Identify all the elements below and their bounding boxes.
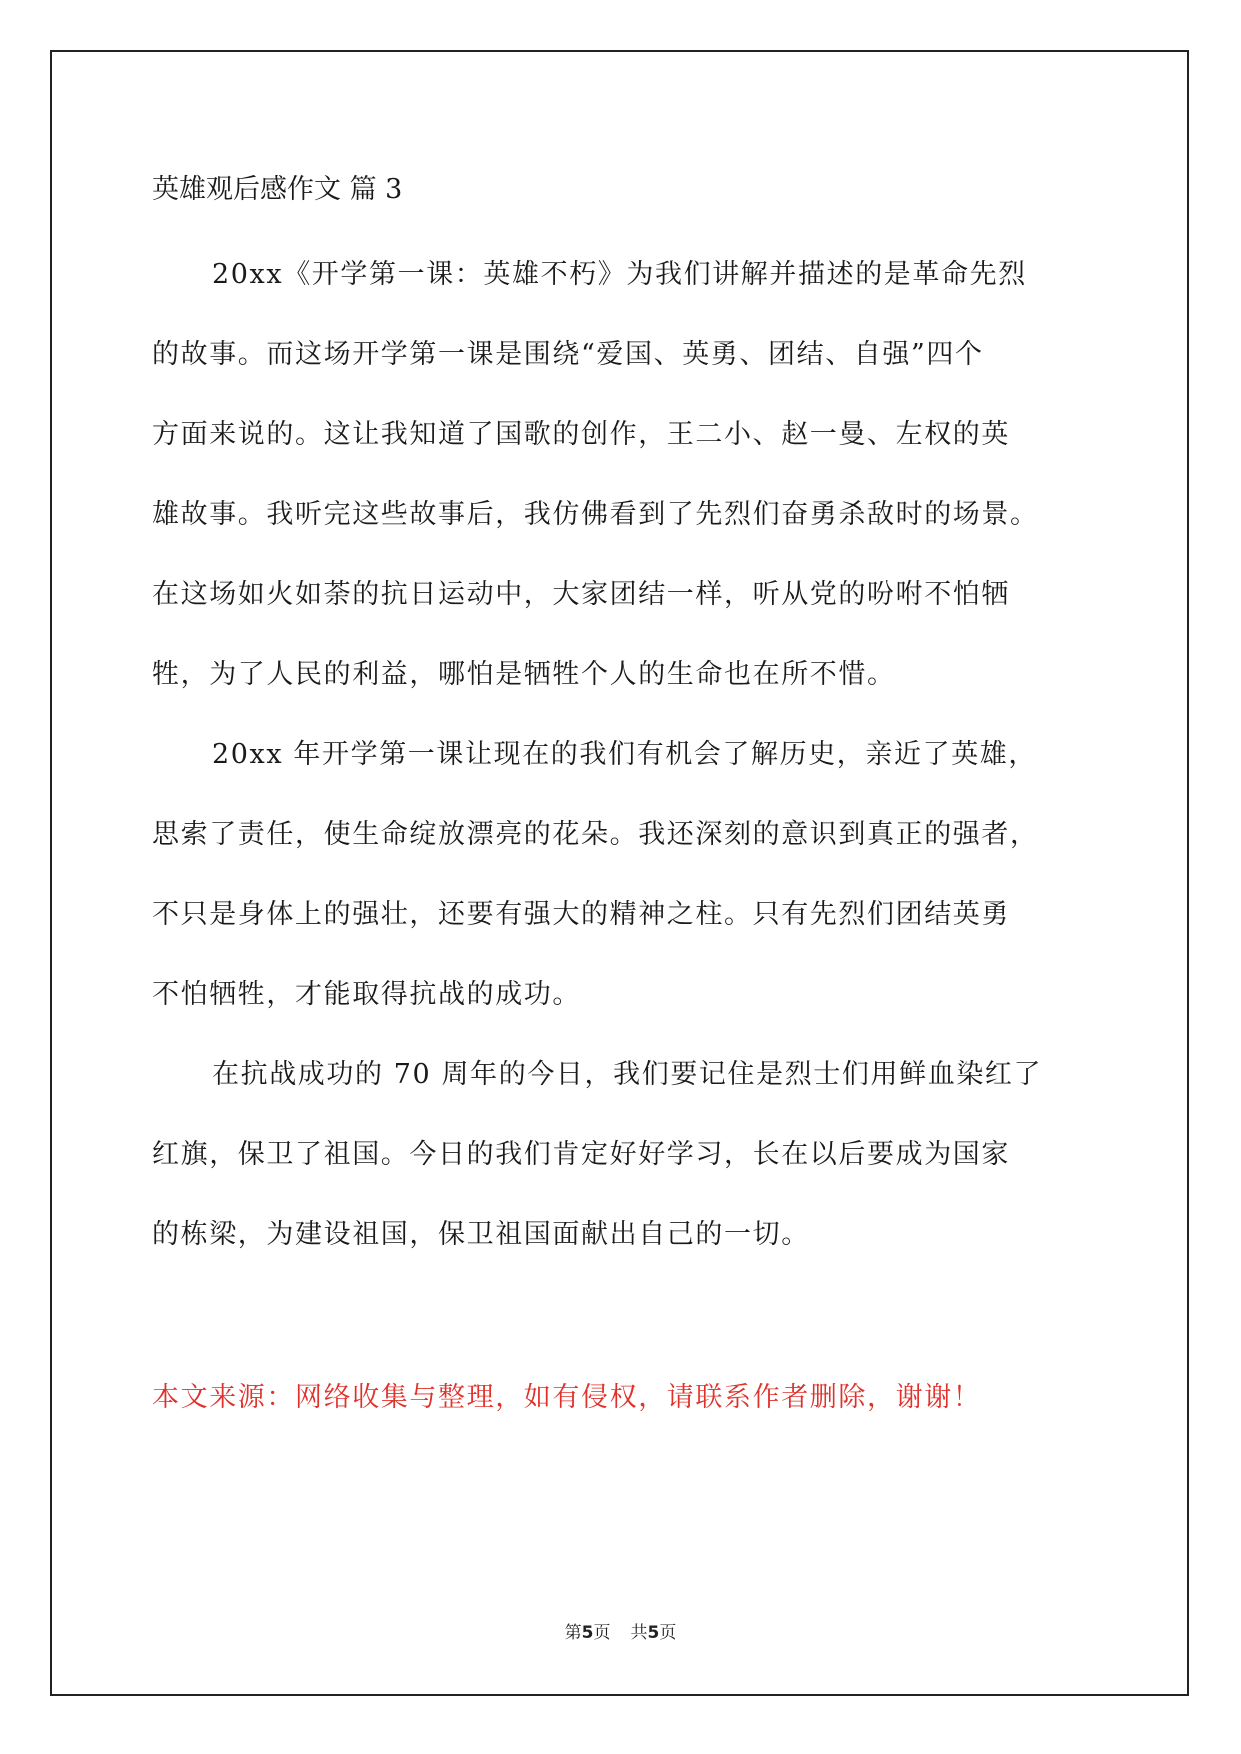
paragraph-3 [152, 1035, 1092, 1275]
current-page-number: 5 [581, 1623, 594, 1643]
paragraph-line: 红旗，保卫了祖国。今日的我们肯定好好学习，长在以后要成为国家 [152, 1139, 1010, 1170]
footer-total-prefix: 共 [630, 1623, 648, 1643]
paragraph-line: 20xx 年开学第一课让现在的我们有机会了解历史，亲近了英雄， [212, 739, 1037, 770]
paragraph-line: 方面来说的。这让我知道了国歌的创作，王二小、赵一曼、左权的英 [152, 419, 1010, 450]
document-title: 英雄观后感作文 篇 3 [152, 174, 403, 205]
footer-prefix: 第 [564, 1623, 582, 1643]
footer-suffix: 页 [593, 1623, 611, 1643]
paragraph-line: 思索了责任，使生命绽放漂亮的花朵。我还深刻的意识到真正的强者， [152, 819, 1039, 850]
paragraph-line: 不怕牺牲，才能取得抗战的成功。 [152, 979, 581, 1010]
paragraph-1 [152, 235, 1092, 715]
source-note: 本文来源：网络收集与整理，如有侵权，请联系作者删除，谢谢！ [152, 1382, 982, 1413]
footer-total-suffix: 页 [659, 1623, 677, 1643]
total-page-number: 5 [647, 1623, 660, 1643]
paragraph-2 [152, 715, 1092, 1035]
paragraph-line: 在抗战成功的 70 周年的今日，我们要记住是烈士们用鲜血染红了 [212, 1059, 1043, 1090]
paragraph-line: 的栋梁，为建设祖国，保卫祖国面献出自己的一切。 [152, 1219, 810, 1250]
paragraph-line: 在这场如火如荼的抗日运动中，大家团结一样，听从党的吩咐不怕牺 [152, 579, 1010, 610]
page-footer [0, 1618, 1241, 1643]
paragraph-line: 的故事。而这场开学第一课是围绕“爱国、英勇、团结、自强”四个 [152, 339, 984, 370]
paragraph-line: 牲，为了人民的利益，哪怕是牺牲个人的生命也在所不惜。 [152, 659, 896, 690]
paragraph-line: 雄故事。我听完这些故事后，我仿佛看到了先烈们奋勇杀敌时的场景。 [152, 499, 1039, 530]
paragraph-line: 20xx《开学第一课：英雄不朽》为我们讲解并描述的是革命先烈 [212, 259, 1027, 290]
paragraph-line: 不只是身体上的强壮，还要有强大的精神之柱。只有先烈们团结英勇 [152, 899, 1010, 930]
